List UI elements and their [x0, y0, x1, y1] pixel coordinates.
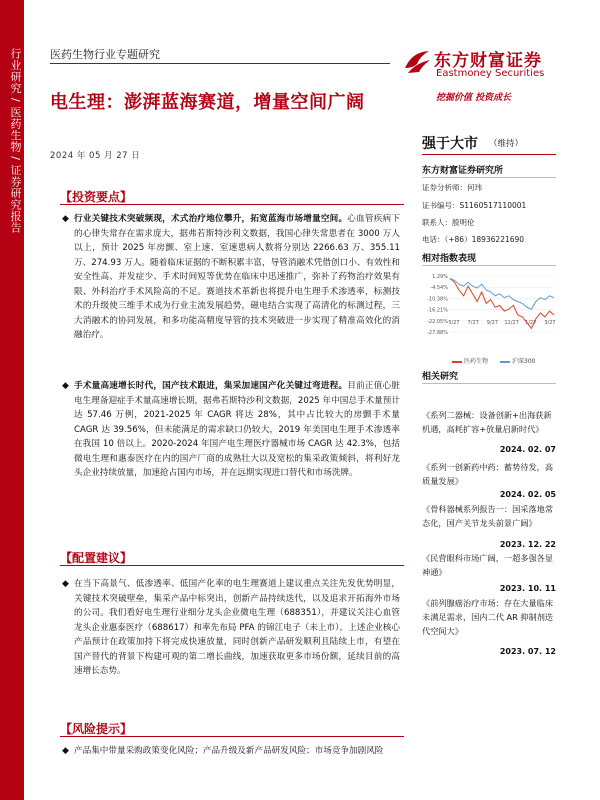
x-tick-label: 7/27 — [467, 319, 479, 326]
related-item-date: 2023. 12. 22 — [499, 540, 556, 549]
y-tick-label: 1.29% — [432, 274, 448, 280]
chart-divider — [422, 265, 556, 266]
paragraph-body: 心血管疾病下的心律失常存在需求庞大，据弗若斯特沙利文数据，我国心律失常患者在 3000 万人以上，预计 2025 年房颤、室上速、室速患病人数将分别达 2266.63 万、355.11 万、274.93 万人。随着临床证据的不断积累丰富，导管消融术凭借创口小、有效性和安全性高、并发症少、手术时间短等优势在临床中迅速推广，弥补了药物治疗效果有限、外科治疗手术风险高的不足。赛道技术革新也将提升电生理手术渗透率，标测技术的升级使三维手术成为行业主流发展趋势，磁电结合实现了高清化的标测过程，三大消融术的协同发展，和多功能高精度导管的技术突破进一步实现了精准高效化的消融治疗。 — [74, 214, 400, 340]
bullet-icon: ◆ — [62, 381, 69, 391]
section-divider — [60, 204, 404, 205]
report-date: 2024 年 05 月 27 日 — [50, 151, 141, 161]
rating-divider — [422, 154, 556, 155]
section-invest-title: 【投资要点】 — [60, 190, 133, 204]
brand-logo — [402, 44, 554, 84]
contact-phone: 电话：（+86）18936221690 — [422, 235, 525, 244]
related-item-date: 2024. 02. 05 — [499, 490, 556, 499]
institute-label: 东方财富证券研究所 — [422, 166, 504, 176]
page-title: 电生理：澎湃蓝海赛道，增量空间广阔 — [50, 92, 365, 113]
legend-series-2 — [500, 356, 535, 365]
sidebar-text: 行业研究 / 医药生物 / 证券研究报告 — [9, 48, 22, 234]
x-tick-label: 5/27 — [448, 319, 460, 326]
rating-main: 强于大市 — [422, 136, 478, 152]
paragraph-risk: 产品集中带量采购政策变化风险；产品升级及新产品研发风险；市场竞争加剧风险 — [74, 746, 384, 756]
series-line-2 — [450, 279, 554, 310]
related-divider — [422, 383, 556, 384]
relative-performance-chart — [418, 272, 558, 344]
chart-title: 相对指数表现 — [422, 254, 477, 264]
legend-label-2: 沪深300 — [512, 358, 536, 365]
logo-name-en: Eastmoney Securities — [436, 68, 545, 79]
bullet-icon: ◆ — [62, 746, 69, 756]
related-item-date: 2023. 10. 11 — [499, 584, 556, 593]
section-suggest-header — [60, 549, 404, 566]
section-suggest-title: 【配置建议】 — [60, 551, 133, 565]
y-tick-label: -4.54% — [430, 285, 448, 292]
logo-flag-icon — [402, 46, 432, 76]
related-label: 相关研究 — [422, 372, 459, 382]
related-item-title[interactable]: 《骨科器械系列报告一：国采落地常态化，国产关节龙头前景广阔》 — [422, 504, 554, 528]
section-divider — [60, 565, 404, 566]
related-item-date: 2024. 02. 07 — [499, 445, 556, 454]
header-divider — [50, 63, 390, 64]
related-item-title[interactable]: 《前列腺癌治疗市场：存在大量临床未满足需求，国内二代 AR 抑制剂迭代空间大》 — [422, 598, 554, 636]
institute-divider — [422, 177, 556, 178]
bullet-icon: ◆ — [62, 579, 69, 589]
logo-slogan: 挖掘价值 投资成长 — [436, 93, 512, 103]
y-tick-label: -27.88% — [427, 330, 448, 336]
paragraph-suggestion: 在当下高景气、低渗透率、低国产化率的电生理赛道上建议重点关注先发优势明显，关键技术突破壁垒，集采产品中标突出，创新产品持续迭代，以及追求开拓海外市场的公司。我们看好电生理行业细分龙头企业微电生理（688351），并建议关注心血管龙头企业惠泰医疗（688617）和率先布局 PFA 的锦江电子（未上市）。上述企业核心产品预计在政策加持下将完成快速放量，同时创新产品研发顺利且陆续上市，有望在国产替代的背景下构建可观的第二增长曲线，加速获取更多市场份额，延续目前的高速增长态势。 — [74, 579, 400, 676]
rating-sub: （维持） — [489, 139, 524, 149]
paragraph-surgery — [74, 379, 400, 531]
x-tick-label: 11/27 — [504, 319, 519, 326]
x-tick-label: 3/27 — [544, 319, 556, 326]
paragraph-industry — [74, 212, 400, 356]
related-item-title[interactable]: 《系列二器械：设备创新+出海获新机遇，高耗扩容+放量启新时代》 — [422, 410, 552, 434]
paragraph-body: 目前正值心脏电生理备迎症手术量高速增长期，据弗若斯特沙利文数据，2025 年中国总手术量预计达 57.46 万例，2021-2025 年 CAGR 将达 28%，其中占比较大的房颤手术量 CAGR 达 39.56%，但未能满足的需求缺口仍较大，2019 年美国电生理手术渗透率在我国 10 倍以上。2020-2024 年国产电生理医疗器械市场 CAGR 达 42.3%，包括微电生理和惠泰医疗在内的国产厂商的成熟壮大以及宽松的集采政策倾斜，将利好龙头企业持续放量，加速抢占国内市场，并在远期实现进口替代和市场洗牌。 — [74, 381, 400, 478]
contact-name: 联系人：殷明伦 — [422, 218, 475, 227]
section-risk-header — [60, 720, 404, 737]
legend-series-1 — [452, 356, 488, 365]
legend-label-1: 医药生物 — [464, 358, 489, 365]
related-item-title[interactable]: 《民营眼科市场广阔，一超多强各显神通》 — [422, 553, 554, 577]
x-tick-label: 1/27 — [525, 319, 537, 326]
paragraph-lead: 手术量高速增长时代，国产技术跟进，集采加速国产化关键过弯进程。 — [74, 381, 348, 391]
section-invest-header — [60, 188, 404, 205]
paragraph-lead: 行业关键技术突破频现，术式治疗地位攀升，拓宽蓝海市场增量空间。 — [74, 214, 348, 224]
y-tick-label: -10.38% — [427, 296, 448, 303]
section-divider — [60, 736, 404, 737]
analyst-name: 证券分析师：何玮 — [422, 183, 482, 192]
related-item-date: 2023. 07. 12 — [499, 647, 556, 656]
bullet-icon: ◆ — [62, 214, 69, 224]
section-risk-title: 【风险提示】 — [60, 722, 133, 736]
legend-swatch-1 — [452, 361, 462, 363]
left-sidebar — [0, 0, 24, 800]
report-category: 医药生物行业专题研究 — [50, 48, 160, 61]
logo-name-cn: 东方财富证券 — [434, 51, 542, 71]
y-tick-label: -16.21% — [427, 307, 448, 314]
x-tick-label: 9/27 — [486, 319, 499, 326]
legend-swatch-2 — [500, 361, 510, 363]
y-tick-label: -22.05% — [427, 318, 448, 325]
related-item-title[interactable]: 《系列一创新药中药：蓄势待发，高质量发展》 — [422, 462, 554, 486]
analyst-cert: 证书编号：S1160517110001 — [422, 201, 527, 210]
